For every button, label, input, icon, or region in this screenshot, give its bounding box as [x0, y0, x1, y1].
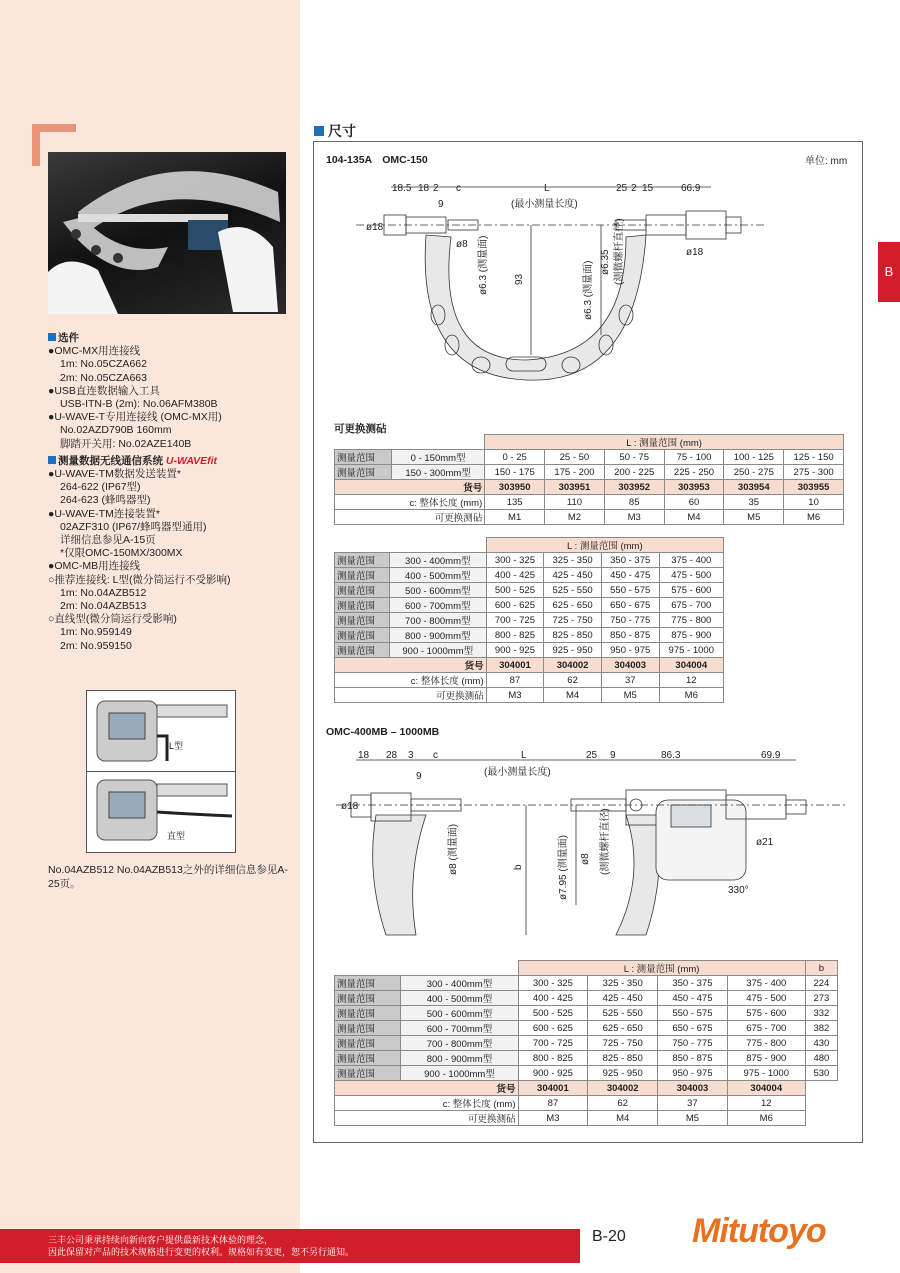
table-cell: 500 - 600mm型	[401, 1006, 518, 1021]
table-cell: c: 整体长度 (mm)	[335, 1096, 519, 1111]
option-line: ○直线型(微分筒运行受影响)	[48, 613, 177, 626]
table-cell: 303950	[485, 480, 545, 495]
table-cell: 625 - 650	[544, 598, 602, 613]
table-cell: 测量范围	[335, 450, 392, 465]
table-cell: 35	[724, 495, 784, 510]
table-cell: M1	[485, 510, 545, 525]
options-panel	[48, 332, 288, 653]
table-cell	[805, 1096, 837, 1111]
table-cell: M3	[486, 688, 544, 703]
table-cell: 650 - 675	[658, 1021, 728, 1036]
svg-text:86.3: 86.3	[661, 750, 681, 761]
option-line: ●USB直连数据输入工具	[48, 384, 160, 397]
table-cell: 测量范围	[335, 1021, 401, 1036]
table-cell: 550 - 575	[658, 1006, 728, 1021]
cable-label-straight: 直型	[167, 831, 186, 841]
svg-text:69.9: 69.9	[761, 750, 781, 761]
table-row	[335, 568, 724, 583]
svg-text:3: 3	[408, 750, 414, 761]
table-cell: 60	[664, 495, 724, 510]
table-cell: 304001	[518, 1081, 588, 1096]
unit-label: 单位: mm	[805, 156, 848, 167]
table-cell: 800 - 900mm型	[401, 1051, 518, 1066]
table-cell: 303953	[664, 480, 724, 495]
table-row	[335, 1081, 838, 1096]
table-cell: 85	[604, 495, 664, 510]
table-interchangeable-anvils-2	[334, 537, 724, 703]
table-cell: 950 - 975	[601, 643, 659, 658]
model-title-1: 104-135A OMC-150	[326, 154, 428, 166]
table-cell: 625 - 650	[588, 1021, 658, 1036]
option-line: 264-622 (IP67型)	[60, 481, 141, 494]
table-cell: 850 - 875	[601, 628, 659, 643]
table-cell: 300 - 400mm型	[389, 553, 486, 568]
table-row	[335, 658, 724, 673]
table-cell: 110	[545, 495, 605, 510]
table-cell: 货号	[335, 1081, 519, 1096]
table-cell: 87	[486, 673, 544, 688]
svg-text:18: 18	[358, 750, 370, 761]
table-cell: 875 - 900	[659, 628, 723, 643]
table-interchangeable-anvils-3	[334, 960, 838, 1126]
svg-text:25: 25	[616, 183, 628, 194]
table-cell: 测量范围	[335, 583, 390, 598]
table-cell	[335, 961, 519, 976]
table-cell: 950 - 975	[658, 1066, 728, 1081]
table-cell: 224	[805, 976, 837, 991]
table-cell: 400 - 500mm型	[401, 991, 518, 1006]
table-cell: 测量范围	[335, 1051, 401, 1066]
option-line: *仅限OMC-150MX/300MX	[60, 547, 183, 560]
svg-text:L: L	[521, 750, 527, 761]
option-line: ●OMC-MX用连接线	[48, 345, 141, 358]
table-cell: M2	[545, 510, 605, 525]
reference-note: No.04AZB512 No.04AZB513之外的详细信息参见A-25页。	[48, 864, 288, 890]
table-cell: M6	[784, 510, 844, 525]
table-cell: 0 - 25	[485, 450, 545, 465]
table-cell: 275 - 300	[784, 465, 844, 480]
table-cell: 850 - 875	[658, 1051, 728, 1066]
table-cell	[805, 1111, 837, 1126]
table-cell: 375 - 400	[659, 553, 723, 568]
uwave-logo: U-WAVEfit	[165, 454, 218, 467]
table-row	[335, 613, 724, 628]
table-cell: 货号	[335, 658, 487, 673]
drawing-omc-150	[326, 175, 846, 415]
svg-text:ø7.95 (测量面): ø7.95 (测量面)	[558, 834, 569, 900]
svg-text:ø21: ø21	[756, 837, 774, 848]
table-cell: 600 - 625	[518, 1021, 588, 1036]
option-line: USB-ITN-B (2m): No.06AFM380B	[60, 398, 218, 411]
table-cell: 425 - 450	[588, 991, 658, 1006]
table-cell: 303954	[724, 480, 784, 495]
square-bullet-icon	[48, 456, 56, 464]
table-cell: 800 - 825	[486, 628, 544, 643]
options-heading: 选件	[48, 332, 288, 345]
table-cell: 12	[727, 1096, 805, 1111]
table-cell: 325 - 350	[544, 553, 602, 568]
table-cell: 货号	[335, 480, 485, 495]
table-cell: 150 - 300mm型	[391, 465, 484, 480]
table-row	[335, 583, 724, 598]
option-line: 2m: No.04AZB513	[60, 600, 147, 613]
product-photo	[48, 152, 286, 314]
table-cell: 10	[784, 495, 844, 510]
svg-text:2: 2	[631, 183, 637, 194]
svg-text:ø6.3 (测量面): ø6.3 (测量面)	[478, 235, 489, 295]
table-cell: M4	[544, 688, 602, 703]
table-cell: 250 - 275	[724, 465, 784, 480]
table-row	[335, 495, 844, 510]
option-line: 02AZF310 (IP67/蜂鸣器型通用)	[60, 520, 207, 533]
table-cell: 测量范围	[335, 613, 390, 628]
svg-text:9: 9	[610, 750, 616, 761]
table-cell: 650 - 675	[601, 598, 659, 613]
table-cell: b	[805, 961, 837, 976]
table-cell: 500 - 525	[518, 1006, 588, 1021]
svg-text:ø18: ø18	[686, 247, 704, 258]
table-cell: 测量范围	[335, 598, 390, 613]
table-cell: 303955	[784, 480, 844, 495]
table-cell: 725 - 750	[588, 1036, 658, 1051]
table-cell: 500 - 600mm型	[389, 583, 486, 598]
square-bullet-icon	[48, 333, 56, 341]
table-cell: 可更换测砧	[335, 1111, 519, 1126]
drawing-omc-400mb	[326, 745, 846, 955]
table-cell: 150 - 175	[485, 465, 545, 480]
table-row	[335, 480, 844, 495]
table-cell: 925 - 950	[588, 1066, 658, 1081]
table-row	[335, 991, 838, 1006]
table-cell: 可更换测砧	[335, 688, 487, 703]
page-number: B-20	[592, 1228, 626, 1245]
table-row	[335, 1051, 838, 1066]
svg-text:b: b	[513, 864, 524, 870]
table-cell: 750 - 775	[601, 613, 659, 628]
wireless-heading: 测量数据无线通信系统 U-WAVEfit	[48, 455, 288, 468]
table-cell: M5	[658, 1111, 728, 1126]
table-row	[335, 553, 724, 568]
footer-line-2: 因此保留对产品的技术规格进行变更的权利。规格如有变更，恕不另行通知。	[48, 1247, 355, 1257]
table-cell: c: 整体长度 (mm)	[335, 495, 485, 510]
table-cell	[805, 1081, 837, 1096]
table-cell: M5	[724, 510, 784, 525]
table-cell: 700 - 800mm型	[401, 1036, 518, 1051]
table-cell: 375 - 400	[727, 976, 805, 991]
table-cell: 37	[658, 1096, 728, 1111]
svg-text:c: c	[433, 750, 438, 761]
table-cell: 325 - 350	[588, 976, 658, 991]
table-cell: 332	[805, 1006, 837, 1021]
table-cell: 125 - 150	[784, 450, 844, 465]
table-cell: 575 - 600	[727, 1006, 805, 1021]
table-cell: 500 - 525	[486, 583, 544, 598]
table-cell: 273	[805, 991, 837, 1006]
table-cell: 303951	[545, 480, 605, 495]
table-cell: 测量范围	[335, 991, 401, 1006]
table-cell: 525 - 550	[588, 1006, 658, 1021]
option-line: 脚踏开关用: No.02AZE140B	[60, 437, 192, 450]
table-cell: 450 - 475	[658, 991, 728, 1006]
table-cell: 175 - 200	[545, 465, 605, 480]
section-tab-b[interactable]: B	[878, 242, 900, 302]
table-cell: 600 - 700mm型	[401, 1021, 518, 1036]
table-row	[335, 465, 844, 480]
svg-text:9: 9	[416, 771, 422, 782]
mitutoyo-logo: Mitutoyo	[692, 1212, 826, 1250]
table-cell: 304003	[658, 1081, 728, 1096]
option-line: 1m: No.959149	[60, 626, 132, 639]
table-row	[335, 1066, 838, 1081]
svg-text:ø6.35: ø6.35	[600, 249, 611, 275]
table-cell: 425 - 450	[544, 568, 602, 583]
table-cell: 304004	[659, 658, 723, 673]
table-cell: 750 - 775	[658, 1036, 728, 1051]
table-cell: 475 - 500	[659, 568, 723, 583]
table-cell: 775 - 800	[727, 1036, 805, 1051]
svg-text:ø8 (测量面): ø8 (测量面)	[448, 823, 459, 875]
table-cell: M3	[604, 510, 664, 525]
svg-text:(测微螺杆直径): (测微螺杆直径)	[600, 808, 611, 875]
table-cell: 975 - 1000	[727, 1066, 805, 1081]
table-cell: 900 - 1000mm型	[389, 643, 486, 658]
option-line: 2m: No.05CZA663	[60, 371, 147, 384]
svg-text:(最小测量长度): (最小测量长度)	[511, 199, 578, 210]
table-cell: 62	[588, 1096, 658, 1111]
table-cell: 12	[659, 673, 723, 688]
table-cell: 825 - 850	[588, 1051, 658, 1066]
table-cell: 测量范围	[335, 1006, 401, 1021]
option-line: 1m: No.04AZB512	[60, 586, 147, 599]
table-cell: 475 - 500	[727, 991, 805, 1006]
table-cell: M6	[727, 1111, 805, 1126]
svg-text:66.9: 66.9	[681, 183, 701, 194]
option-line: ●U-WAVE-TM数据发送装置*	[48, 468, 181, 481]
table-cell: M5	[601, 688, 659, 703]
table-row	[335, 1021, 838, 1036]
table-header-row	[335, 435, 844, 450]
table-cell: 225 - 250	[664, 465, 724, 480]
svg-text:ø18: ø18	[341, 801, 359, 812]
table1-label: 可更换测砧	[334, 423, 387, 435]
svg-text:15: 15	[642, 183, 654, 194]
table-row	[335, 510, 844, 525]
table-cell: 825 - 850	[544, 628, 602, 643]
table-cell: 600 - 625	[486, 598, 544, 613]
table-cell: 135	[485, 495, 545, 510]
table-cell: 382	[805, 1021, 837, 1036]
options-list	[48, 345, 288, 451]
table-cell: 900 - 925	[518, 1066, 588, 1081]
table-cell: 400 - 425	[486, 568, 544, 583]
table-cell: 测量范围	[335, 628, 390, 643]
table-row	[335, 598, 724, 613]
cable-image-l-type	[86, 690, 236, 772]
table-cell: 304004	[727, 1081, 805, 1096]
table-cell: 875 - 900	[727, 1051, 805, 1066]
svg-text:18: 18	[418, 183, 430, 194]
option-line: 详细信息参见A-15页	[60, 534, 156, 547]
square-bullet-icon	[314, 126, 324, 136]
table-cell: 925 - 950	[544, 643, 602, 658]
table-cell	[335, 538, 487, 553]
table-cell	[335, 435, 485, 450]
table-row	[335, 673, 724, 688]
table-cell: 550 - 575	[601, 583, 659, 598]
option-line: 264-623 (蜂鸣器型)	[60, 494, 151, 507]
table-row	[335, 643, 724, 658]
table-cell: 700 - 725	[518, 1036, 588, 1051]
svg-text:(最小测量长度): (最小测量长度)	[484, 767, 551, 778]
table-cell: 530	[805, 1066, 837, 1081]
table-cell: 304002	[588, 1081, 658, 1096]
table-cell: 测量范围	[335, 465, 392, 480]
table-cell: 600 - 700mm型	[389, 598, 486, 613]
table-cell: 测量范围	[335, 976, 401, 991]
table-cell: M4	[664, 510, 724, 525]
svg-text:93: 93	[514, 273, 525, 285]
svg-text:9: 9	[438, 199, 444, 210]
table-cell: 0 - 150mm型	[391, 450, 484, 465]
table-cell: 400 - 500mm型	[389, 568, 486, 583]
table-cell: 430	[805, 1036, 837, 1051]
table-cell: 可更换测砧	[335, 510, 485, 525]
table-row	[335, 976, 838, 991]
table-cell: 450 - 475	[601, 568, 659, 583]
table-cell: 800 - 825	[518, 1051, 588, 1066]
table-cell: 300 - 325	[486, 553, 544, 568]
svg-text:25: 25	[586, 750, 598, 761]
table-cell: 575 - 600	[659, 583, 723, 598]
table-cell: 303952	[604, 480, 664, 495]
cable-image-straight	[86, 771, 236, 853]
table-row	[335, 688, 724, 703]
table-cell: 900 - 925	[486, 643, 544, 658]
svg-text:c: c	[456, 183, 461, 194]
table-cell: 50 - 75	[604, 450, 664, 465]
table-cell: 37	[601, 673, 659, 688]
table-row	[335, 1096, 838, 1111]
table-cell: 25 - 50	[545, 450, 605, 465]
table-cell: 480	[805, 1051, 837, 1066]
table-cell: 200 - 225	[604, 465, 664, 480]
table-row	[335, 450, 844, 465]
svg-text:18.5: 18.5	[392, 183, 412, 194]
table-cell: 测量范围	[335, 553, 390, 568]
option-line: ●U-WAVE-TM连接装置*	[48, 507, 160, 520]
svg-text:L: L	[544, 183, 550, 194]
table-cell: 100 - 125	[724, 450, 784, 465]
table-cell: 测量范围	[335, 1066, 401, 1081]
svg-text:ø8: ø8	[456, 239, 468, 250]
svg-text:ø6.3 (测量面): ø6.3 (测量面)	[583, 260, 594, 320]
table-cell: 775 - 800	[659, 613, 723, 628]
table-row	[335, 1111, 838, 1126]
table-cell: 87	[518, 1096, 588, 1111]
table-cell: L : 测量范围 (mm)	[485, 435, 844, 450]
table-cell: M4	[588, 1111, 658, 1126]
table-cell: 700 - 725	[486, 613, 544, 628]
table-cell: 350 - 375	[601, 553, 659, 568]
table-cell: L : 测量范围 (mm)	[486, 538, 723, 553]
table-interchangeable-anvils-1	[334, 434, 844, 525]
footer-line-1: 三丰公司秉承持续向新向客户提供最新技术体验的理念，	[48, 1235, 274, 1245]
table-cell: L : 测量范围 (mm)	[518, 961, 805, 976]
svg-text:2: 2	[433, 183, 439, 194]
table-cell: 300 - 325	[518, 976, 588, 991]
option-line: 1m: No.05CZA662	[60, 358, 147, 371]
table-cell: 975 - 1000	[659, 643, 723, 658]
option-line: ●OMC-MB用连接线	[48, 560, 141, 573]
table-cell: 675 - 700	[659, 598, 723, 613]
table-cell: 350 - 375	[658, 976, 728, 991]
svg-text:28: 28	[386, 750, 398, 761]
table-cell: 测量范围	[335, 568, 390, 583]
table-cell: 304003	[601, 658, 659, 673]
table-cell: M3	[518, 1111, 588, 1126]
svg-text:ø8: ø8	[580, 853, 591, 865]
table-cell: 304001	[486, 658, 544, 673]
option-line: ○推荐连接线: L型(微分筒运行不受影响)	[48, 573, 231, 586]
model-title-2: OMC-400MB – 1000MB	[326, 726, 440, 738]
cable-label-l: L型	[169, 741, 184, 751]
table-cell: 75 - 100	[664, 450, 724, 465]
table-row	[335, 1036, 838, 1051]
table-header-row	[335, 538, 724, 553]
table-cell: 675 - 700	[727, 1021, 805, 1036]
table-row	[335, 628, 724, 643]
table-cell: 测量范围	[335, 1036, 401, 1051]
option-line: No.02AZD790B 160mm	[60, 424, 172, 437]
table-cell: 700 - 800mm型	[389, 613, 486, 628]
option-line: ●U-WAVE-T专用连接线 (OMC-MX用)	[48, 411, 222, 424]
svg-text:330°: 330°	[728, 885, 749, 896]
svg-text:(测微螺杆直径): (测微螺杆直径)	[614, 218, 625, 285]
table-cell: 62	[544, 673, 602, 688]
table-cell: M6	[659, 688, 723, 703]
table-cell: 525 - 550	[544, 583, 602, 598]
table-cell: 测量范围	[335, 643, 390, 658]
svg-text:ø18: ø18	[366, 222, 384, 233]
table-cell: 900 - 1000mm型	[401, 1066, 518, 1081]
table-row	[335, 1006, 838, 1021]
table-cell: 304002	[544, 658, 602, 673]
option-line: 2m: No.959150	[60, 639, 132, 652]
table-cell: c: 整体长度 (mm)	[335, 673, 487, 688]
section-title: 尺寸	[314, 121, 356, 141]
table-header-row	[335, 961, 838, 976]
table-cell: 300 - 400mm型	[401, 976, 518, 991]
table-cell: 725 - 750	[544, 613, 602, 628]
footer-disclaimer	[0, 1229, 580, 1263]
table-cell: 800 - 900mm型	[389, 628, 486, 643]
wireless-list	[48, 468, 288, 653]
table-cell: 400 - 425	[518, 991, 588, 1006]
